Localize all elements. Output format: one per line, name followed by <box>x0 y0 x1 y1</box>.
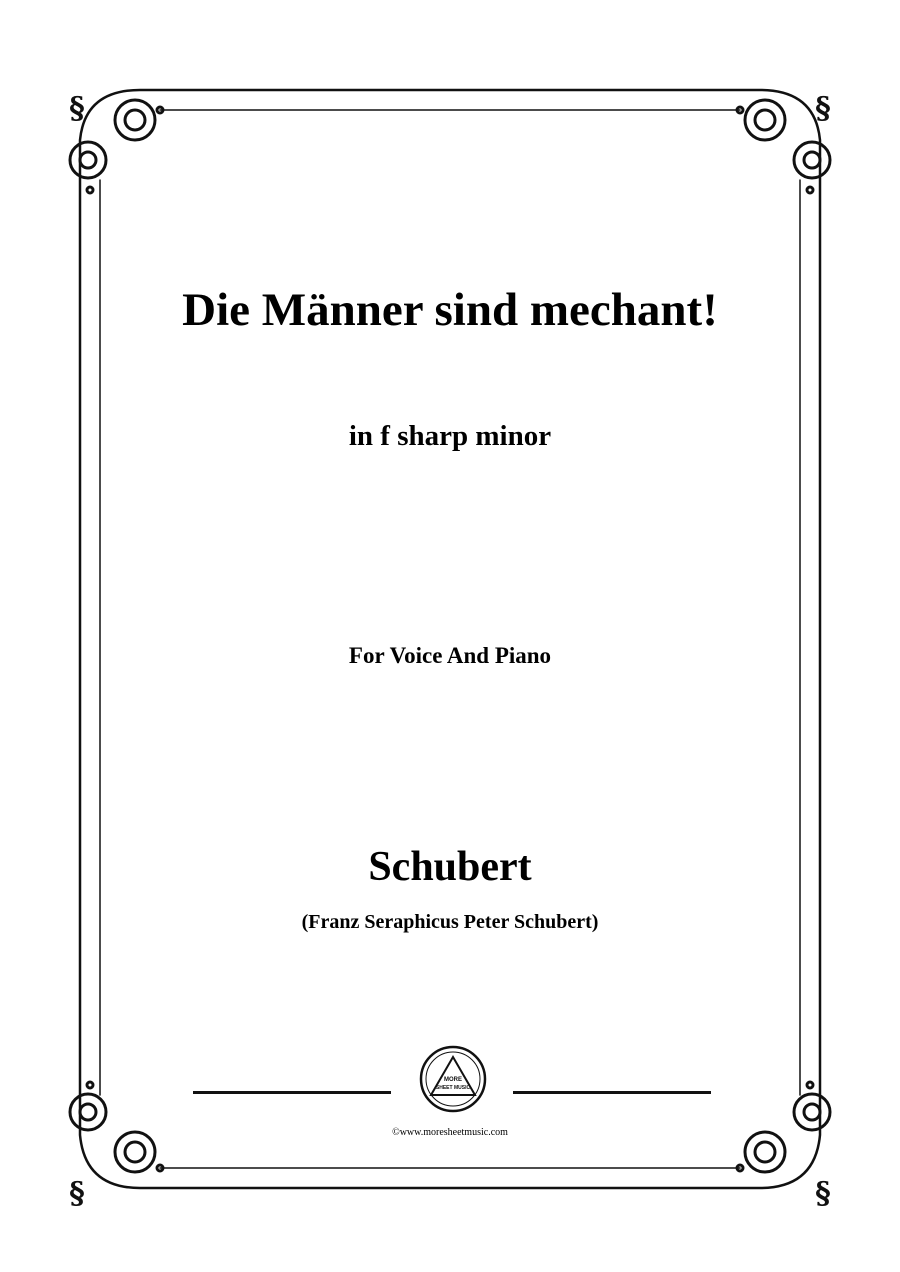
instrumentation: For Voice And Piano <box>348 643 552 668</box>
composer-name: Schubert <box>368 844 532 890</box>
seal-text-top: MORE <box>444 1077 462 1083</box>
swirl-icon: § <box>69 91 85 126</box>
swirl-icon: § <box>815 1176 831 1211</box>
divider-left <box>193 1091 391 1094</box>
publisher-seal <box>419 1045 487 1113</box>
key-subtitle: in f sharp minor <box>348 420 552 452</box>
inner-frame-line <box>100 110 800 1168</box>
page-title: Die Männer sind mechant! <box>182 284 718 336</box>
composer-full-name: (Franz Seraphicus Peter Schubert) <box>301 911 599 933</box>
seal-text-bottom: SHEET MUSIC <box>435 1085 471 1091</box>
copyright-notice: ©www.moresheetmusic.com <box>392 1127 508 1138</box>
outer-frame-line <box>80 90 820 1188</box>
divider-right <box>513 1091 711 1094</box>
swirl-icon: § <box>815 91 831 126</box>
swirl-icon: § <box>69 1176 85 1211</box>
